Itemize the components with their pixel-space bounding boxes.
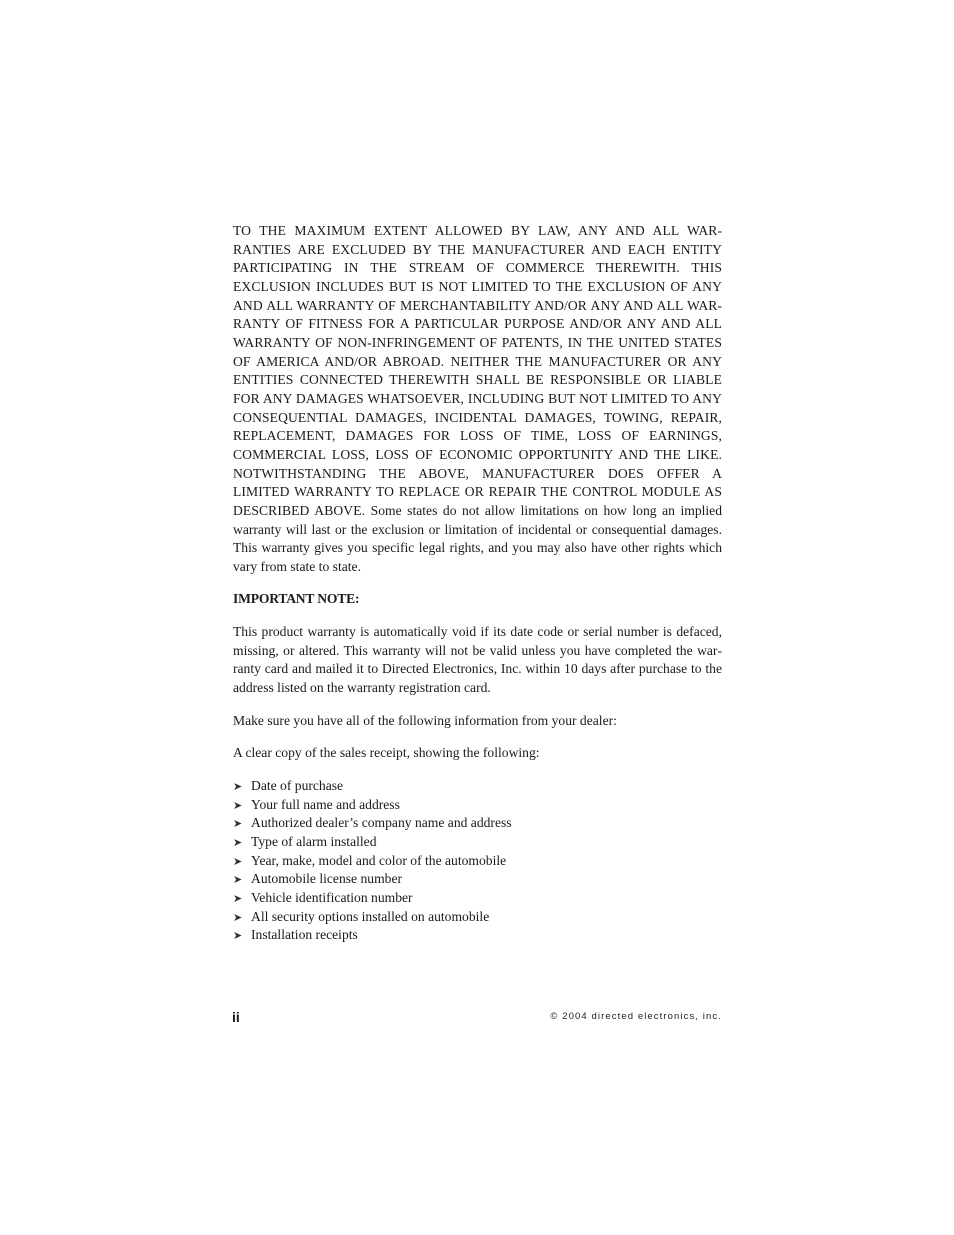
list-item-text: Type of alarm installed xyxy=(251,833,377,849)
arrow-bullet-icon: ➤ xyxy=(233,873,243,887)
arrow-bullet-icon: ➤ xyxy=(233,891,243,905)
list-item xyxy=(233,870,722,889)
list-item xyxy=(233,777,722,796)
arrow-bullet-icon: ➤ xyxy=(233,929,243,943)
arrow-bullet-icon: ➤ xyxy=(233,854,243,868)
dealer-info-intro: Make sure you have all of the following information from your dealer: xyxy=(233,712,617,728)
list-item xyxy=(233,926,722,945)
receipt-intro: A clear copy of the sales receipt, showing the following: xyxy=(233,745,540,761)
list-item xyxy=(233,889,722,908)
list-item xyxy=(233,833,722,852)
list-item-text: Date of purchase xyxy=(251,778,344,794)
list-item-text: Vehicle identification number xyxy=(251,889,413,905)
list-item-text: Installation receipts xyxy=(251,927,358,943)
receipt-requirements-list xyxy=(233,777,722,945)
arrow-bullet-icon: ➤ xyxy=(233,798,243,812)
copyright-notice: © 2004 directed electronics, inc. xyxy=(550,1011,722,1022)
warranty-disclaimer-paragraph xyxy=(233,222,722,576)
list-item-text: Your full name and address xyxy=(251,796,400,812)
warranty-caps-text: TO THE MAXIMUM EXTENT ALLOWED BY LAW, ANY AND ALL WARRANTIES ARE EXCLUDED BY THE MANUFACTURER AND EACH ENTITY PARTICIPATING IN THE STREAM OF COMMERCE THEREWITH. THIS EXCLUSION INCLUDES BUT IS NOT LIMITED TO THE EXCLUSION OF ANY AND ALL WARRANTY OF MERCHANTABILITY AND/OR ANY AND ALL WARRANTY OF FITNESS FOR A PARTICULAR PURPOSE AND/OR ANY AND ALL WARRANTY OF NON-INFRINGEMENT OF PATENTS, IN THE UNITED STATES OF AMERICA AND/OR ABROAD. NEITHER THE MANUFACTURER OR ANY ENTITIES CONNECTED THEREWITH SHALL BE RESPONSIBLE OR LIABLE FOR ANY DAMAGES WHATSOEVER, INCLUDING BUT NOT LIMITED TO ANY CONSEQUENTIAL DAMAGES, INCIDENTAL DAMAGES, TOWING, REPAIR, REPLACEMENT, DAMAGES FOR LOSS OF TIME, LOSS OF EARNINGS, COMMERCIAL LOSS, LOSS OF ECONOMIC OPPORTUNITY AND THE LIKE. NOTWITHSTANDING THE ABOVE, MANUFACTURER DOES OFFER A LIMITED WARRANTY TO REPLACE OR REPAIR THE CONTROL MODULE AS DESCRIBED ABOVE. xyxy=(233,223,722,518)
list-item xyxy=(233,908,722,927)
arrow-bullet-icon: ➤ xyxy=(233,835,243,849)
list-item-text: Automobile license number xyxy=(251,871,403,887)
page-content xyxy=(233,222,722,945)
list-item-text: Year, make, model and color of the automobile xyxy=(251,852,507,868)
important-note-heading: IMPORTANT NOTE: xyxy=(233,591,360,607)
list-item-text: Authorized dealer’s company name and address xyxy=(251,815,512,831)
list-item-text: All security options installed on automobile xyxy=(251,908,490,924)
list-item xyxy=(233,796,722,815)
list-item xyxy=(233,814,722,833)
arrow-bullet-icon: ➤ xyxy=(233,817,243,831)
list-item xyxy=(233,852,722,871)
arrow-bullet-icon: ➤ xyxy=(233,780,243,794)
arrow-bullet-icon: ➤ xyxy=(233,910,243,924)
page-number: ii xyxy=(232,1009,240,1025)
warranty-normal-text: Some states do not allow limitations on how long an implied warranty will last or the exclusion or limitation of incidental or consequential damages. This warranty gives you specific legal rights, and you may also have other rights which vary from state to state. xyxy=(233,502,723,574)
important-note-body: This product warranty is automatically void if its date code or serial number is defaced, missing, or altered. This warranty will not be valid unless you have completed the warranty card and mailed it to Directed Electronics, Inc. within 10 days after purchase to the address listed on the warranty registration card. xyxy=(233,624,722,696)
